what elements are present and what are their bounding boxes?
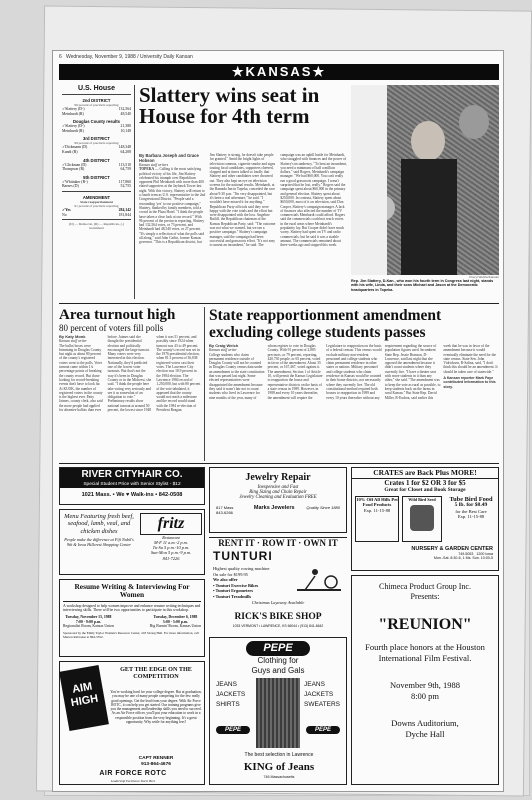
fritz-hours2: Tu-Sa 5 p.m.-10 p.m.	[152, 545, 190, 551]
bird-seed-bag-icon	[410, 505, 434, 531]
airforce-body: You're working hard for your college degree. But at graduation, you may be one of many people competing for the few really good openings. Get the lead from your degree. With Air Force ROTC, it can help you get started. Our training programs give you the management and leadership skills you need to succeed. As an Air Force officer, you'll put your education to work in a responsible position from the very beginning. It's a great opportunity. Why settle for anything less?	[110, 690, 202, 725]
race-row	[62, 129, 131, 134]
jewelry-title: Jewelry Repair	[245, 472, 311, 483]
race-sub: 99 percent of precincts reporting	[74, 141, 119, 146]
pepe-store: KING of Jeans	[243, 761, 315, 773]
chimeca-venue1: Downs Auditorium,	[391, 718, 459, 728]
crates-s3b: 5 lb. for $8.49	[454, 502, 488, 508]
jewelry-brand: Marks Jewelers	[253, 505, 295, 511]
results-races	[62, 98, 131, 189]
fritz-hours3: Sun-Mon 5 p.m.-9 p.m.	[150, 550, 192, 556]
story3-byline: By Craig Welch	[209, 343, 239, 348]
election-results-box	[59, 85, 135, 299]
race-name: Douglas County results	[73, 119, 120, 125]
tunturi-l5: • Tunturi Ergometers	[213, 588, 254, 594]
pepe-w1-right: JEANS	[304, 681, 325, 688]
candidate-name: ✓Slattery (D-)	[62, 124, 85, 129]
page-number: 6	[59, 54, 62, 60]
tunturi-l4: • Tunturi Exercise Bikes	[213, 582, 259, 588]
denim-figure	[256, 678, 300, 748]
jewelry-since: Quality Since 1880	[306, 505, 340, 510]
resume-title: Resume Writing & Interviewing For Women	[63, 583, 201, 602]
rowing-machine-icon	[295, 564, 343, 594]
pepe-w1-left: JEANS	[216, 681, 237, 688]
ad-ricks-bike-shop	[209, 537, 347, 633]
bird-seed-graphic	[402, 496, 442, 542]
amendment-sub: State reapportionment	[80, 199, 113, 204]
amendment-choice: ✓Yes	[62, 207, 71, 212]
woman-face	[459, 105, 489, 139]
aim-high-logo: AIM HIGH	[59, 665, 109, 731]
story-turnout	[59, 307, 205, 461]
story1-headline: Slattery wins seat in House for 4th term	[139, 83, 320, 128]
crates-s3d: Exp. 11-15-88	[457, 514, 485, 520]
page-dateline: Wednesday, November 9, 1988 / University Daily Kansan	[65, 54, 193, 60]
ricks-addr: 1033 VERMONT • LAWRENCE, KS 66044 • (913) 841-6642	[232, 624, 324, 628]
ad-jewelry-repair	[209, 467, 347, 533]
ricks-name: RICK'S BIKE SHOP	[234, 612, 322, 622]
candidate-votes: 117,860	[118, 179, 131, 184]
race-row	[62, 167, 131, 172]
ad-air-force-rotc	[59, 661, 205, 785]
story2-body: The ballot boxes were brimming in Douglas County last night as about 80 percent of the county's registered voters went to the polls. Voter turnout came within 1¼ percentage points of breaking the county record. But those looking for record-breaking events don't have to look far. At KUOK, the number of registered voters in the county is the highest ever. Patty Jaimes, county clerk, also said the more people had applied for absentee ballots than ever before. Jaimes said she thought the presidential election and politically encouraged the large turnout. Many voters were very interested in this election. Nationally, they'd predicted one of the lowest voter turnouts. But that's not the way it's been in Douglas County or in the Midwest, she said. "I think the people here take voting very seriously and see it as somewhat of an obligation to vote." Preliminary results show national turnout at around 50 percent, the lowest since 1948 when it was 51 percent, and possibly since 1924 when turnout was 43 to 49 percent. The county's record was set in the 1976 presidential election, when 81.3 percent of 36,838 registered voters cast their votes. The Lawrence City election was 18.9 percent in the 1984 election. The Lawrence 1984 record of 1,250,000, but with 80 percent of the vote tabulated, it appeared that the county would not reach a milestone and the record would stand with the 1984 re-election of President Reagan.	[59, 335, 201, 413]
amendment-sub2: 91 percent of precincts reporting	[74, 203, 119, 208]
crates-hours: Mon.-Sat. 8:30-6, 1 Ms. Sun. 10:00-5	[433, 556, 493, 560]
story-reapportionment	[209, 307, 499, 461]
chimeca-time: 8:00 pm	[410, 691, 440, 701]
resume-d2b: 3:00 - 5:00 p.m.	[162, 619, 188, 624]
pepe-w3: SHIRTS	[216, 701, 240, 708]
resume-d1: Tuesday, November 15, 1988	[65, 615, 112, 619]
airforce-brand: AIR FORCE ROTC	[99, 770, 167, 777]
pepe-logo-top: PEPE	[246, 641, 310, 656]
pepe-logo-mid-left: PEPE	[216, 726, 250, 734]
jewelry-line3: Jewelry Cleaning and Evaluation FREE	[239, 495, 317, 500]
ad-river-city-hair: RIVER CITYHAIR CO. Special Student Price with Senior Stylist - $12 1021 Mass. • We ♥ Walk-ins • 842-0508	[59, 467, 205, 505]
photo-slattery-family	[351, 85, 499, 299]
race-name: 5th DISTRICT	[83, 174, 110, 180]
person-face	[411, 121, 445, 161]
candidate-name: Kundt (R)	[62, 149, 78, 154]
pepe-addr: 746 Massachusetts	[263, 775, 295, 779]
page-header	[59, 54, 193, 60]
candidate-name: Meinhardt (R)	[62, 128, 84, 133]
river-city-walkins: We ♥ Walk-ins	[116, 492, 154, 498]
airforce-contact: CAPT RENNER	[138, 756, 174, 761]
jewelry-line1: Inexpensive and Fast	[257, 485, 299, 490]
race-name: 4th DISTRICT	[83, 157, 110, 163]
candidate-name: Barnes (D)	[62, 184, 79, 189]
crates-s1: 10% Off All Hills Pet Food Products	[356, 497, 398, 508]
fritz-hours1: M-F 11 a.m.-2 p.m.	[154, 540, 188, 545]
chimeca-l2: Presents:	[410, 592, 440, 601]
crates-l1: Crates 1 for $2 OR 3 for $5	[384, 479, 466, 487]
candidate-votes: 21,380	[120, 124, 131, 129]
results-title: U.S. House	[78, 85, 115, 92]
pepe-w4: SWEATERS	[304, 701, 340, 708]
resume-d2c: Big Burnin' Room, Kansas Union	[149, 624, 201, 629]
race-sub: 96 percent of precincts reporting	[74, 103, 119, 107]
resume-d1b: 7:00 - 9:00 p.m.	[75, 619, 102, 624]
race-row	[62, 150, 131, 155]
story2-staff: Kansan staff writer	[59, 339, 87, 344]
story3-body-columns	[209, 344, 499, 462]
ad-pepe-king-of-jeans	[209, 637, 347, 785]
story1-body-columns: By Barbara Joseph and Grace Hobson Kansan staff writers TOPEKA — Calling it the most satisfying political victory of his life, Jim Slattery celebrated his triumph over Republican opponent Phil Meinhardt with more than 400 elated supporters at the Jayhawk Tower last night. With this victory, Slattery will return to a fourth term as U.S. representative to the 2nd Congressional District. "People said a resounding 'yes' to our positive campaign," Slattery, flanked by family members, told a crowd in the Plaza Hotel. "I think the people have taken a clear look at our record." With 96 percent of the precincts reporting, Slattery had 132,564 votes, or 73 percent, and Meinhardt had 48,540 votes, or 27 percent. "It's simply a reflection of what the polls said all along," said John Carlin, former Kansas governor. "This is a Republican district, but Jim Slattery is strong, he doesn't take people for granted." Amid the bright lights of television cameras, cigarette smoke and signs touting local candidates, supporters cheered, clapped and at times talked so loudly that Slattery and other candidates were drowned out. They also kept an eye on television screens for the national results. Meinhardt, at the Ramada Inn in Topeka, conceded the race about 9:30 p.m. "I'm very disappointed, but it's been a real adventure," he said. "I wouldn't have missed it for anything." Republican Party officials said they were happy with the vote totals and the effort but were disappointed with the loss. Angeline Ratliff, the Republican chairman of the Kansas Republican Party, said: "The outcome was not what we wanted, but we ran a positive campaign." Slattery's campaign manager, said the campaign had been successful and grassroots effort. "It's not easy to unseat an incumbent," he said. The campaign was an uphill battle for Meinhardt, who struggled with finances and the power of Slattery's incumbency. "To beat an incumbent, you need a minimum of half a million dollars," said Rogers, Meinhardt's campaign manager. "We had $60,000. You can't really run a good grassroots campaign. I wasn't surprised that he lost, really." Rogers said the campaign spent about $60,000 in the primary and general election. Slattery spent about $250,000. In contrast, Slattery spent about $650,000, most of it on television, said Don Cooper, Slattery's campaign manager. A lack of finances also affected the number of TV commercials Meinhardt could afford. Rogers said the commercials could not reach voters in the rural areas where Meinhardt's popularity lay. But Cooper didn't have much worry. Slattery had spent on TV and radio commercials, but he said it was a sizable amount. The commercials remained about three weeks ago and stopped this week.	[139, 153, 347, 248]
candidate-name: Thompson (R)	[62, 167, 85, 172]
pepe-logo-mid-right: PEPE	[306, 726, 340, 734]
photo-left-bright	[351, 85, 387, 275]
fritz-logo: fritz	[140, 513, 202, 535]
race-name: 3rd DISTRICT	[83, 136, 110, 142]
story2-byline: By Katy Monk	[59, 334, 86, 339]
race-name: 2nd DISTRICT	[82, 98, 111, 103]
story3-headline: State reapportionment amendment excluding college students passes	[209, 307, 442, 341]
photo-credit: Cheryl Wehrle/Kansan	[469, 275, 499, 279]
tunturi-l2: On sale for $199.95	[213, 571, 248, 577]
tunturi-l1: Highest quality rowing machine	[213, 566, 270, 571]
tunturi-l7: Christmas Layaway Available	[251, 599, 305, 605]
jewelry-addr: 817 Mass 843-6266	[216, 505, 234, 515]
photo-caption: Rep. Jim Slattery, D-Kan., who won his fourth term in Congress last night, stands with his wife, Linda, and their sons Michael and Jason at the Democratic headquarters in Topeka.	[351, 279, 494, 292]
resume-foot: Sponsored by the Emily Taylor Women's Resource Center, 218 Strong Hall. For more information, call Marion Rebronse at 864-3552.	[63, 630, 199, 639]
story3-body: College students who claim permanent residence outside of Douglas County will not be counted in Douglas County census data under an amendment to the state constitution that was passed last night. Some elected representatives were disappointed the amendment because they said it wasn't fair not to count students who lived in Lawrence for nine months of the year, many of whom register to vote in Douglas County. With 91 percent of 2,885 precincts, or 79 percent, reporting, 420,730 people, or 65 percent, voted in favor of the amendment. About 35 percent, or 167,467, voted against it. The amendment, Section 1 of Article 10, will permit the Kansas Legislature to reapportion the house and representative districts on the basis of a state census in 1989. However, in 1988 and every 10 years thereafter, the amendment will require the Legislature to reapportion on the basis of a federal census. This census would exclude military non-resident personnel and college students who claim permanent residence in other states or nations. Military personnel and college students who claim residence in Kansas would be counted in their home districts, not necessarily where they currently live. The old constitutional method required both houses to reapportion in 1989 and every 10 years thereafter without any requirement regarding the source of population figures used. Incumbent State Rep. Jessie Branson, D-Lawrence, said last night that she opposed the amendment because it didn't count students where they currently live. "I have a theater seat with more students in it than any other," she said. "The amendment was to keep the vote as rural as possible, to keep students back on the farms in rural Kansas." But State Rep. David Miller, R-Eudora, said earlier this week that he was in favor of the amendment because it would eventually eliminate the need for the state census. State Sen. John Vidricksen, R-Salina, said, "I don't think this should be an amendment. It should be taken care of statewide."	[209, 344, 498, 400]
candidate-votes: 132,564	[118, 107, 131, 111]
story3-staff: Kansan staff writer	[209, 348, 237, 353]
story1-dateline: TOPEKA	[139, 167, 155, 172]
candidate-name: ✓Glickman (D)	[62, 162, 87, 167]
race-row	[62, 112, 131, 117]
chimeca-l1: Chimeca Product Group Inc.	[379, 582, 471, 591]
crates-s3: Tube Bird Food	[449, 496, 493, 503]
airforce-title: GET THE EDGE ON THE COMPETITION	[120, 666, 192, 681]
candidate-votes: 64,759	[120, 167, 131, 172]
story2-headline: Area turnout high	[59, 307, 176, 323]
airforce-phone: 913-864-4676	[141, 762, 171, 767]
candidate-votes: 48,540	[120, 111, 131, 116]
crates-name: NURSERY & GARDEN CENTER	[411, 546, 493, 552]
amendment-choice: No	[62, 212, 67, 217]
ad-fritz-restaurant	[59, 509, 205, 575]
crates-addr1: 749-5053	[458, 552, 474, 556]
candidate-name: ✓Whittaker (R-)	[62, 179, 88, 184]
story1-body: Calling it the most satisfying political victory of his life, Jim Slattery celebrated his triumph over Republican opponent Phil Meinhardt with more than 400 elated supporters at the Jayhawk Tower last night. With this victory, Slattery will return to a fourth term as U.S. representative to the 2nd Congressional District. "People said a resounding 'yes' to our positive campaign," Slattery, flanked by family members, told a crowd in the Plaza Hotel. "I think the people have taken a clear look at our record." With 96 percent of the precincts reporting, Slattery had 132,564 votes, or 73 percent, and Meinhardt had 48,540 votes, or 27 percent. "It's simply a reflection of what the polls said all along," said John Carlin, former Kansas governor. "This is a Republican district, but Jim Slattery is strong, he doesn't take people for granted." Amid the bright lights of television cameras, cigarette smoke and signs touting local candidates, supporters cheered, clapped and at times talked so loudly that Slattery and other candidates were drowned out. They also kept an eye on television screens for the national results. Meinhardt, at the Ramada Inn in Topeka, conceded the race about 9:30 p.m. "I'm very disappointed, but it's been a real adventure," he said. "I wouldn't have missed it for anything." Republican Party officials said they were happy with the vote totals and the effort but were disappointed with the loss. Angeline Ratliff, the Republican chairman of the Kansas Republican Party, said: "The outcome was not what we wanted, but we ran a positive campaign." Slattery's campaign manager, said the campaign had been successful and grassroots effort. "It's not easy to unseat an incumbent," he said. The campaign was an uphill battle for Meinhardt, who struggled with finances and the power of Slattery's incumbency. "To beat an incumbent, you need a minimum of half a million dollars," said Rogers, Meinhardt's campaign manager. "We had $60,000. You can't really run a good grassroots campaign. I wasn't surprised that he lost, really." Rogers said the campaign spent about $60,000 in the primary and general election. Slattery spent about $250,000. In contrast, Slattery spent about $650,000, most of it on television, said Don Cooper, Slattery's campaign manager. A lack of finances also affected the number of TV commercials Meinhardt could afford. Rogers said the commercials could not reach voters in the rural areas where Meinhardt's popularity lay. But Cooper didn't have much worry. Slattery had spent on TV and radio commercials, but he said it was a sizable amount. The commercials remained about three weeks ago and stopped this week.	[139, 153, 347, 248]
amendment-votes: 181,844	[118, 212, 131, 217]
pepe-best: The best selection in Lawrence	[244, 752, 314, 758]
crates-s1b: Exp. 11-15-88	[363, 507, 391, 513]
story-slattery	[139, 85, 347, 299]
fritz-menu: Menu Featuring fresh beef, seafood, lamb, veal, and chicken dishes	[64, 513, 134, 535]
candidate-votes: 113,510	[118, 162, 131, 167]
candidate-votes: 52,755	[120, 184, 131, 189]
fritz-sub: Restaurant	[162, 535, 180, 540]
resume-d2: Tuesday, December 6, 1988	[153, 615, 198, 619]
chimeca-venue2: Dyche Hall	[405, 729, 445, 739]
newspaper-page	[52, 50, 504, 792]
tunturi-l3: We also offer	[213, 577, 238, 583]
crates-l2: Great for Closet and Book Storage	[384, 487, 466, 493]
candidate-votes: 10,148	[120, 128, 131, 133]
river-city-name: RIVER CITYHAIR CO.	[60, 468, 204, 481]
chimeca-l3: Fourth place honors at the Houston International Film Festival.	[365, 642, 485, 663]
race-row	[62, 184, 131, 189]
chimeca-title: "REUNION"	[378, 616, 472, 633]
candidate-votes: 64,208	[120, 149, 131, 154]
story2-deck: 80 percent of voters fill polls	[59, 323, 164, 333]
pepe-t1: Clothing for	[257, 656, 299, 665]
crates-title: CRATES are Back Plus MORE!	[352, 468, 498, 479]
ad-reunion-film	[351, 575, 499, 785]
story1-byline: By Barbara Joseph and Grace Hobson	[139, 153, 199, 163]
section-banner: ★KANSAS★	[59, 64, 499, 80]
jewelry-line2: Ring Sizing and Chain Repair	[249, 490, 307, 495]
candidate-votes: 148,348	[118, 145, 131, 150]
airforce-tag: Leadership Excellence Starts Here	[110, 779, 156, 783]
story2-body-columns	[59, 335, 201, 459]
ad-resume-workshop	[59, 579, 205, 657]
resume-body: A workshop designed to help women improve and enhance resume writing techniques and interviewing skills. There will be two opportunities to participate in this workshop.	[63, 603, 201, 613]
river-city-special: Special Student Price with Senior Stylist - $12	[60, 481, 204, 488]
candidate-name: ✓Dickmann (D)	[62, 145, 88, 150]
chimeca-date: November 9th, 1988	[389, 680, 461, 690]
crates-s3c: for the Best Care	[455, 508, 487, 514]
pepe-t2: Guys and Gals	[251, 666, 305, 675]
tunturi-brand: TUNTURI	[213, 549, 273, 563]
resume-d1c: Regionalist Room, Kansas Union	[63, 624, 114, 629]
fritz-phone: 841-7226	[162, 555, 180, 561]
fritz-people: People make the difference at Fifi Nabil's 9th & Iowa Hillcrest Shopping Center	[64, 537, 134, 548]
person-suit	[401, 159, 457, 275]
pepe-w2-left: JACKETS	[216, 691, 246, 698]
amendment-name: AMENDMENT	[82, 194, 111, 200]
story1-staff: Kansan staff writers	[139, 163, 169, 167]
river-city-address: 1021 Mass.	[81, 492, 112, 498]
tunturi-l6: • Tunturi Treadmills	[213, 593, 252, 599]
amendment-row	[62, 213, 131, 218]
ad-crates-nursery	[351, 467, 499, 571]
river-city-phone: 842-0508	[158, 492, 183, 498]
candidate-name: ✓Slattery (D-)	[62, 107, 85, 111]
crates-s2: Wild Bird Seed	[408, 497, 436, 502]
story3-note: A Kansan reporter Mark Faye contributed information to this story.	[443, 376, 496, 389]
crates-addr2: 1200 Iowa	[476, 552, 493, 556]
results-note: (D) — Democrat, (R) — Republican, (-) incumbent	[69, 222, 124, 231]
amendment-votes: 284,142	[118, 207, 131, 212]
candidate-name: Meinhardt (R)	[62, 111, 84, 116]
tunturi-title: RENT IT · ROW IT · OWN IT	[218, 538, 338, 548]
amendment-rows	[62, 208, 131, 217]
pepe-w2-right: JACKETS	[304, 691, 334, 698]
photo-image	[351, 85, 499, 275]
